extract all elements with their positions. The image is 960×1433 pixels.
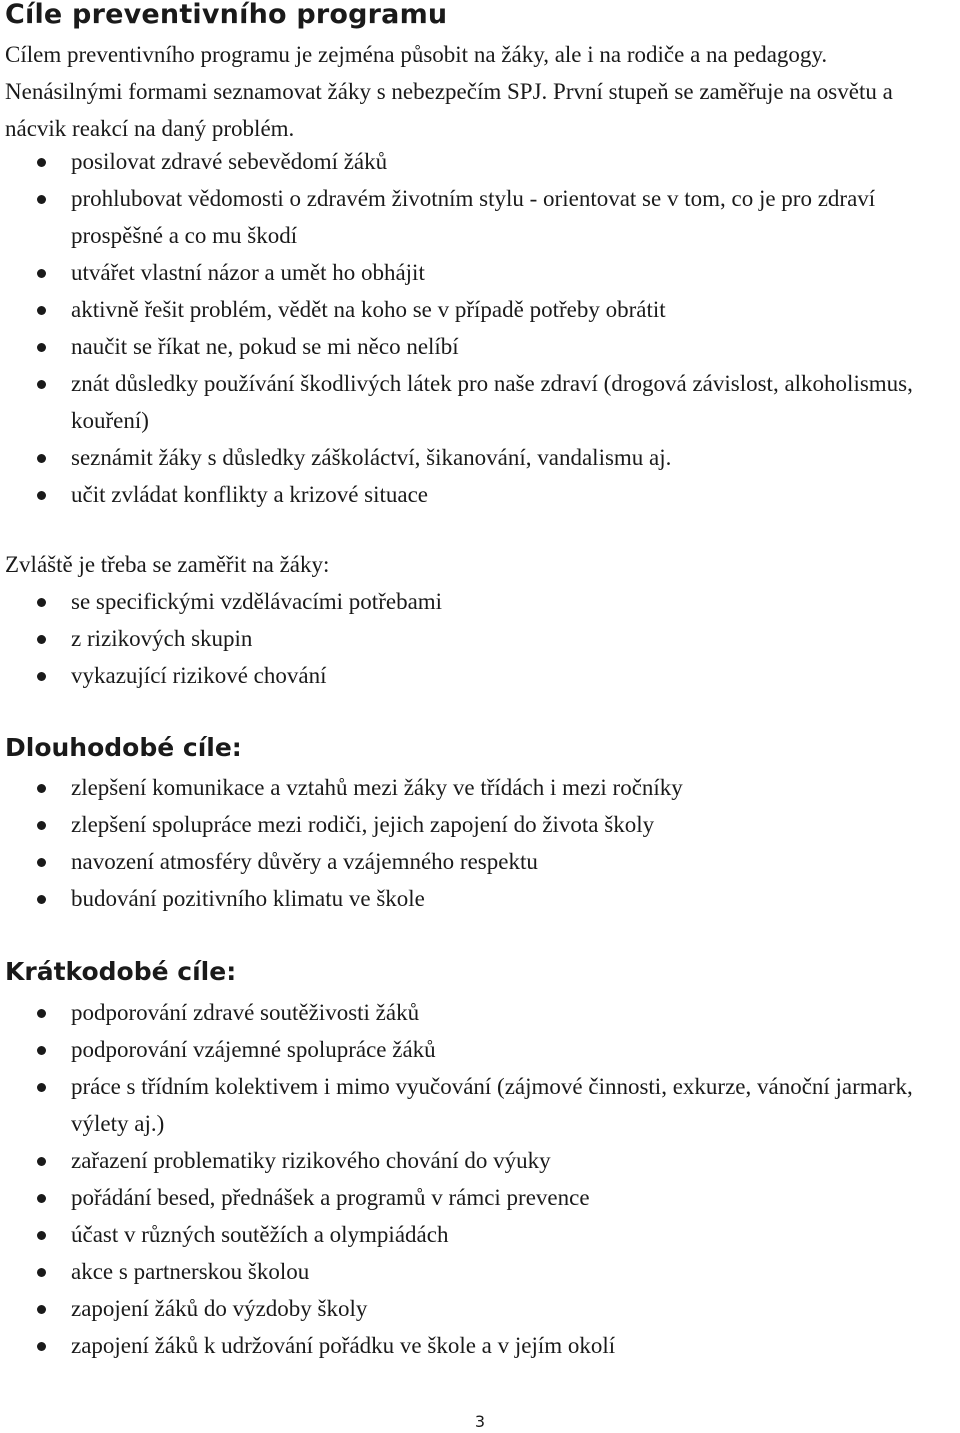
- bullet-icon: [37, 858, 46, 867]
- list-item-text: podporování zdravé soutěživosti žáků: [71, 1000, 420, 1025]
- focus-list: [0, 583, 950, 694]
- list-item-text: zlepšení spolupráce mezi rodiči, jejich zapojení do života školy: [71, 812, 655, 837]
- list-item: [0, 1290, 950, 1327]
- short-term-heading: Krátkodobé cíle:: [5, 957, 237, 986]
- list-item: [0, 439, 950, 476]
- list-item-text: utvářet vlastní názor a umět ho obhájit: [71, 260, 425, 285]
- intro-paragraph: Cílem preventivního programu je zejména působit na žáky, ale i na rodiče a na pedagogy. Nenásilnými formami seznamovat žáky s nebezpečím SPJ. První stupeň se zaměřuje na osvětu a nácvik reakcí na daný problém.: [5, 42, 893, 141]
- list-item: [0, 769, 950, 806]
- list-item-text: prohlubovat vědomosti o zdravém životním stylu - orientovat se v tom, co je pro zdraví prospěšné a co mu škodí: [71, 186, 876, 248]
- goals-list: [0, 143, 950, 513]
- list-item: [0, 657, 950, 694]
- list-item: [0, 1253, 950, 1290]
- list-item-text: se specifickými vzdělávacími potřebami: [71, 589, 443, 614]
- list-item: [0, 1216, 950, 1253]
- bullet-icon: [37, 1231, 46, 1240]
- list-item: [0, 291, 950, 328]
- long-term-list: [0, 769, 950, 917]
- list-item-text: vykazující rizikové chování: [71, 663, 327, 688]
- list-item-text: učit zvládat konflikty a krizové situace: [71, 482, 429, 507]
- bullet-icon: [37, 1268, 46, 1277]
- list-item-text: zlepšení komunikace a vztahů mezi žáky ve třídách i mezi ročníky: [71, 775, 683, 800]
- list-item-text: posilovat zdravé sebevědomí žáků: [71, 149, 388, 174]
- list-item-text: seznámit žáky s důsledky záškoláctví, šikanování, vandalismu aj.: [71, 445, 672, 470]
- bullet-icon: [37, 1009, 46, 1018]
- bullet-icon: [37, 784, 46, 793]
- bullet-icon: [37, 491, 46, 500]
- bullet-icon: [37, 380, 46, 389]
- list-item: [0, 1142, 950, 1179]
- list-item: [0, 254, 950, 291]
- bullet-icon: [37, 598, 46, 607]
- bullet-icon: [37, 306, 46, 315]
- list-item: [0, 1031, 950, 1068]
- list-item: [0, 328, 950, 365]
- list-item: [0, 1327, 950, 1364]
- list-item: [0, 180, 950, 254]
- bullet-icon: [37, 1083, 46, 1092]
- page-title: Cíle preventivního programu: [5, 0, 448, 30]
- bullet-icon: [37, 895, 46, 904]
- bullet-icon: [37, 454, 46, 463]
- list-item-text: budování pozitivního klimatu ve škole: [71, 886, 425, 911]
- list-item-text: znát důsledky používání škodlivých látek pro naše zdraví (drogová závislost, alkoholismus, kouření): [71, 371, 913, 433]
- bullet-icon: [37, 343, 46, 352]
- list-item-text: zapojení žáků do výzdoby školy: [71, 1296, 368, 1321]
- list-item: [0, 994, 950, 1031]
- long-term-heading: Dlouhodobé cíle:: [5, 733, 242, 762]
- list-item-text: naučit se říkat ne, pokud se mi něco nelíbí: [71, 334, 459, 359]
- list-item: [0, 583, 950, 620]
- list-item-text: zapojení žáků k udržování pořádku ve škole a v jejím okolí: [71, 1333, 616, 1358]
- list-item: [0, 1179, 950, 1216]
- list-item-text: z rizikových skupin: [71, 626, 253, 651]
- list-item-text: práce s třídním kolektivem i mimo vyučování (zájmové činnosti, exkurze, vánoční jarmark, výlety aj.): [71, 1074, 913, 1136]
- bullet-icon: [37, 1342, 46, 1351]
- bullet-icon: [37, 821, 46, 830]
- list-item: [0, 880, 950, 917]
- bullet-icon: [37, 1157, 46, 1166]
- bullet-icon: [37, 1305, 46, 1314]
- bullet-icon: [37, 158, 46, 167]
- list-item: [0, 620, 950, 657]
- list-item-text: podporování vzájemné spolupráce žáků: [71, 1037, 436, 1062]
- list-item: [0, 843, 950, 880]
- list-item-text: pořádání besed, přednášek a programů v rámci prevence: [71, 1185, 590, 1210]
- list-item-text: akce s partnerskou školou: [71, 1259, 310, 1284]
- list-item-text: zařazení problematiky rizikového chování do výuky: [71, 1148, 551, 1173]
- short-term-list: [0, 994, 950, 1364]
- list-item: [0, 143, 950, 180]
- list-item-text: aktivně řešit problém, vědět na koho se v případě potřeby obrátit: [71, 297, 666, 322]
- focus-intro: Zvláště je třeba se zaměřit na žáky:: [5, 552, 330, 577]
- list-item-text: navození atmosféry důvěry a vzájemného respektu: [71, 849, 538, 874]
- list-item-text: účast v různých soutěžích a olympiádách: [71, 1222, 449, 1247]
- bullet-icon: [37, 1194, 46, 1203]
- page-number: 3: [474, 1412, 486, 1431]
- bullet-icon: [37, 269, 46, 278]
- bullet-icon: [37, 672, 46, 681]
- bullet-icon: [37, 635, 46, 644]
- bullet-icon: [37, 1046, 46, 1055]
- list-item: [0, 365, 950, 439]
- bullet-icon: [37, 195, 46, 204]
- list-item: [0, 806, 950, 843]
- list-item: [0, 476, 950, 513]
- list-item: [0, 1068, 950, 1142]
